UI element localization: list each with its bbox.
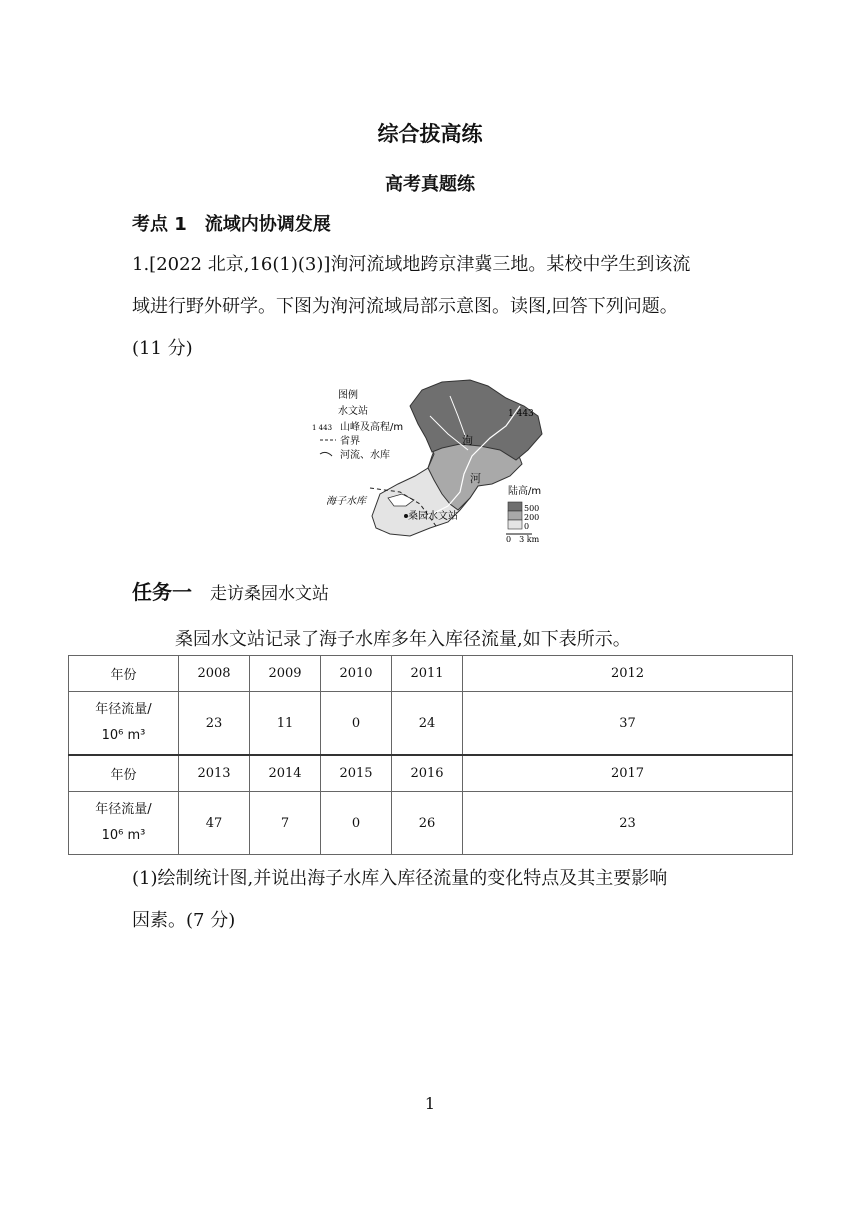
- river-name-char: 洵: [462, 434, 473, 447]
- table-cell-year: 2013: [179, 755, 250, 792]
- map-legend-peak-value: 1 443: [312, 424, 333, 432]
- row-label-year: 年份: [69, 656, 179, 692]
- table-cell-value: 11: [250, 692, 321, 756]
- table-cell-value: 23: [179, 692, 250, 756]
- runoff-table: [68, 655, 793, 855]
- section-heading: 考点 1 流域内协调发展: [132, 214, 331, 235]
- task-number: 任务一: [132, 580, 192, 604]
- elevation-swatch-mid: [508, 511, 522, 520]
- table-cell-value: 47: [179, 792, 250, 855]
- table-cell-value: 26: [392, 792, 463, 855]
- subquestion-text-line: (1)绘制统计图,并说出海子水库入库径流量的变化特点及其主要影响: [132, 868, 668, 889]
- elevation-tick: 200: [524, 513, 540, 522]
- map-legend-title: 图例: [338, 390, 358, 401]
- table-cell-year: 2010: [321, 656, 392, 692]
- river-name-char: 河: [470, 472, 481, 485]
- row-label-flow: [69, 692, 179, 756]
- elevation-tick: 0: [524, 522, 530, 531]
- table-cell-year: 2015: [321, 755, 392, 792]
- row-label-unit: 10⁶ m³: [101, 828, 146, 843]
- question-points: (11 分): [132, 338, 193, 359]
- subquestion-text-line: 因素。(7 分): [132, 910, 236, 931]
- map-legend-item-border: 省界: [340, 436, 360, 447]
- task-heading: [132, 576, 329, 605]
- elevation-swatch-low: [508, 520, 522, 529]
- table-cell-value: 7: [250, 792, 321, 855]
- table-cell-year: 2008: [179, 656, 250, 692]
- elevation-legend-title: 陆高/m: [508, 486, 542, 497]
- table-row: [69, 656, 793, 692]
- page-number: 1: [424, 1094, 436, 1113]
- table-cell-year: 2016: [392, 755, 463, 792]
- page-title: 综合拔高练: [377, 122, 483, 146]
- table-row: [69, 755, 793, 792]
- page-subtitle: 高考真题练: [385, 174, 475, 195]
- table-row: [69, 792, 793, 855]
- row-label-flow: [69, 792, 179, 855]
- table-cell-year: 2011: [392, 656, 463, 692]
- table-cell-year: 2012: [463, 656, 793, 692]
- station-label: 桑园水文站: [408, 511, 458, 522]
- question-text-line: 1.[2022 北京,16(1)(3)]洵河流域地跨京津冀三地。某校中学生到该流: [132, 254, 691, 275]
- table-cell-value: 0: [321, 692, 392, 756]
- map-legend-item-river: 河流、水库: [340, 450, 390, 461]
- table-cell-year: 2017: [463, 755, 793, 792]
- row-label-flow-text: 年径流量/: [95, 702, 152, 717]
- row-label-flow-text: 年径流量/: [95, 802, 152, 817]
- peak-label: 1 443: [508, 409, 534, 419]
- legend-river-symbol: [320, 452, 332, 456]
- elevation-tick: 500: [524, 504, 540, 513]
- question-text-line: 域进行野外研学。下图为洵河流域局部示意图。读图,回答下列问题。: [132, 296, 678, 317]
- table-cell-year: 2014: [250, 755, 321, 792]
- table-cell-year: 2009: [250, 656, 321, 692]
- table-cell-value: 24: [392, 692, 463, 756]
- station-marker: [404, 514, 408, 518]
- table-cell-value: 37: [463, 692, 793, 756]
- row-label-unit: 10⁶ m³: [101, 728, 146, 743]
- table-cell-value: 0: [321, 792, 392, 855]
- watershed-map: [310, 376, 560, 544]
- table-intro: 桑园水文站记录了海子水库多年入库径流量,如下表所示。: [175, 629, 631, 650]
- elevation-swatch-high: [508, 502, 522, 511]
- table-cell-value: 23: [463, 792, 793, 855]
- table-row: [69, 692, 793, 756]
- reservoir-label: 海子水库: [326, 496, 366, 507]
- scale-label: 0 3 km: [506, 535, 540, 544]
- task-name: 走访桑园水文站: [210, 584, 329, 604]
- map-legend-item-station: 水文站: [338, 406, 368, 417]
- row-label-year: 年份: [69, 755, 179, 792]
- map-legend-item-peak: 山峰及高程/m: [340, 422, 404, 433]
